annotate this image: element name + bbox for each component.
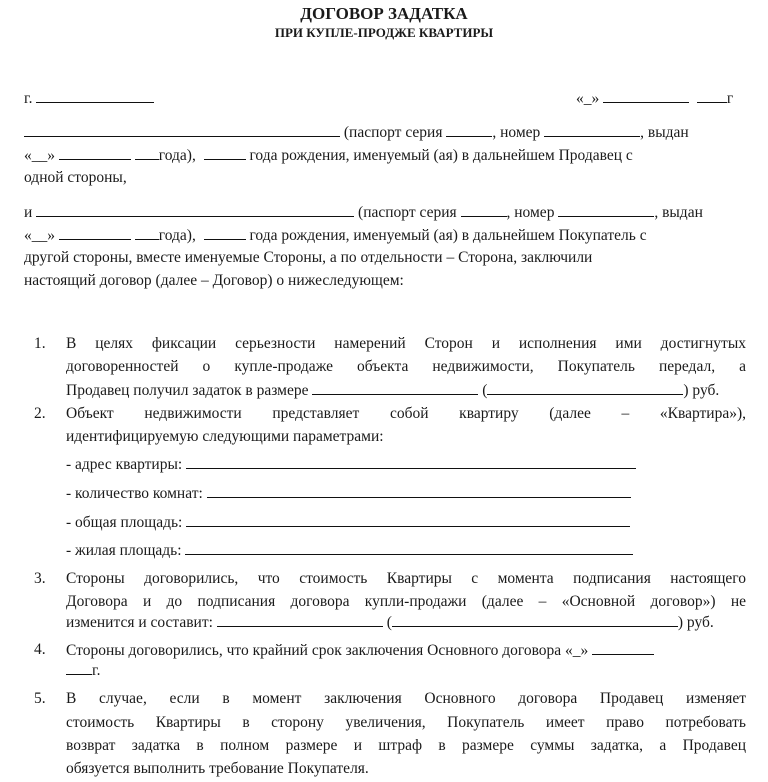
seller-issued-month-field[interactable]	[59, 145, 131, 160]
month-field[interactable]	[603, 88, 689, 103]
buyer-birth-year-field[interactable]	[204, 225, 246, 240]
price-amount-field[interactable]	[217, 612, 383, 627]
param-living-area: - жилая площадь:	[66, 540, 633, 561]
param-rooms: - количество комнат:	[66, 483, 631, 504]
document-title: ДОГОВОР ЗАДАТКА	[300, 4, 468, 23]
item-number: 2.	[34, 405, 46, 422]
deposit-words-field[interactable]	[487, 380, 683, 395]
item-5-line-2: стоимость Квартиры в сторону увеличения, Покупатель имеет право потребовать	[66, 714, 746, 731]
param-address: - адрес квартиры:	[66, 454, 636, 475]
buyer-series-field[interactable]	[461, 202, 507, 217]
item-5-line-3: возврат задатка в полном размере и штраф в размере суммы задатка, а Продавец	[66, 737, 746, 754]
deadline-year-field[interactable]	[66, 660, 92, 675]
item-4-line-2: г.	[66, 660, 100, 681]
item-2-line-2: идентифицируемую следующими параметрами:	[66, 428, 384, 445]
item-number: 3.	[34, 570, 46, 587]
seller-number-field[interactable]	[544, 122, 640, 137]
seller-series-field[interactable]	[446, 122, 492, 137]
total-area-field[interactable]	[186, 512, 630, 527]
deadline-month-field[interactable]	[592, 640, 654, 655]
year-field[interactable]	[697, 88, 727, 103]
item-3-line-3: изменится и составит: ( ) руб.	[66, 614, 714, 631]
city-field[interactable]	[36, 88, 154, 103]
item-number: 4.	[34, 641, 46, 658]
seller-name-field[interactable]	[24, 122, 340, 137]
buyer-issued-month-field[interactable]	[59, 225, 131, 240]
item-2-line-1: Объект недвижимости представляет собой квартиру (далее – «Квартира»),	[66, 405, 746, 422]
address-field[interactable]	[186, 454, 636, 469]
rooms-field[interactable]	[207, 483, 631, 498]
price-words-field[interactable]	[392, 612, 678, 627]
seller-birth-year-field[interactable]	[204, 145, 246, 160]
buyer-line-2: «__» года), года рождения, именуемый (ая) в дальнейшем Покупатель с	[24, 227, 647, 244]
seller-line-2: «__» года), года рождения, именуемый (ая) в дальнейшем Продавец с	[24, 147, 633, 164]
seller-line-3: одной стороны,	[24, 169, 127, 186]
seller-issued-year-field[interactable]	[135, 145, 159, 160]
buyer-issued-year-field[interactable]	[135, 225, 159, 240]
deposit-amount-field[interactable]	[312, 380, 478, 395]
item-5-line-1: В случае, если в момент заключения Основного договора Продавец изменяет	[66, 690, 746, 707]
item-1-line-2: договоренностей о купле-продаже объекта недвижимости, Покупатель передал, а	[66, 358, 746, 375]
item-number: 1.	[34, 335, 46, 352]
date-line: «_» г	[576, 90, 734, 107]
living-area-field[interactable]	[185, 540, 633, 555]
item-1-line-1: В целях фиксации серьезности намерений Сторон и исполнения ими достигнутых	[66, 335, 746, 352]
item-5-line-4: обязуется выполнить требование Покупателя.	[66, 760, 369, 777]
buyer-number-field[interactable]	[558, 202, 654, 217]
item-4-line-1: Стороны договорились, что крайний срок заключения Основного договора «_»	[66, 640, 654, 661]
city-line: г.	[24, 88, 154, 109]
param-total-area: - общая площадь:	[66, 512, 630, 533]
item-3-line-2: Договора и до подписания договора купли-продажи (далее – «Основной договор») не	[66, 593, 746, 610]
item-1-line-3: Продавец получил задаток в размере ( ) руб.	[66, 382, 720, 399]
buyer-line-1: и (паспорт серия , номер , выдан	[24, 204, 703, 221]
seller-line-1: (паспорт серия , номер , выдан	[24, 122, 689, 143]
item-number: 5.	[34, 690, 46, 707]
buyer-line-3: другой стороны, вместе именуемые Стороны, а по отдельности – Сторона, заключили	[24, 249, 593, 266]
document-subtitle: ПРИ КУПЛЕ-ПРОДЖЕ КВАРТИРЫ	[274, 25, 494, 40]
buyer-line-4: настоящий договор (далее – Договор) о нижеследующем:	[24, 272, 404, 289]
item-3-line-1: Стороны договорились, что стоимость Квартиры с момента подписания настоящего	[66, 570, 746, 587]
buyer-name-field[interactable]	[36, 202, 354, 217]
